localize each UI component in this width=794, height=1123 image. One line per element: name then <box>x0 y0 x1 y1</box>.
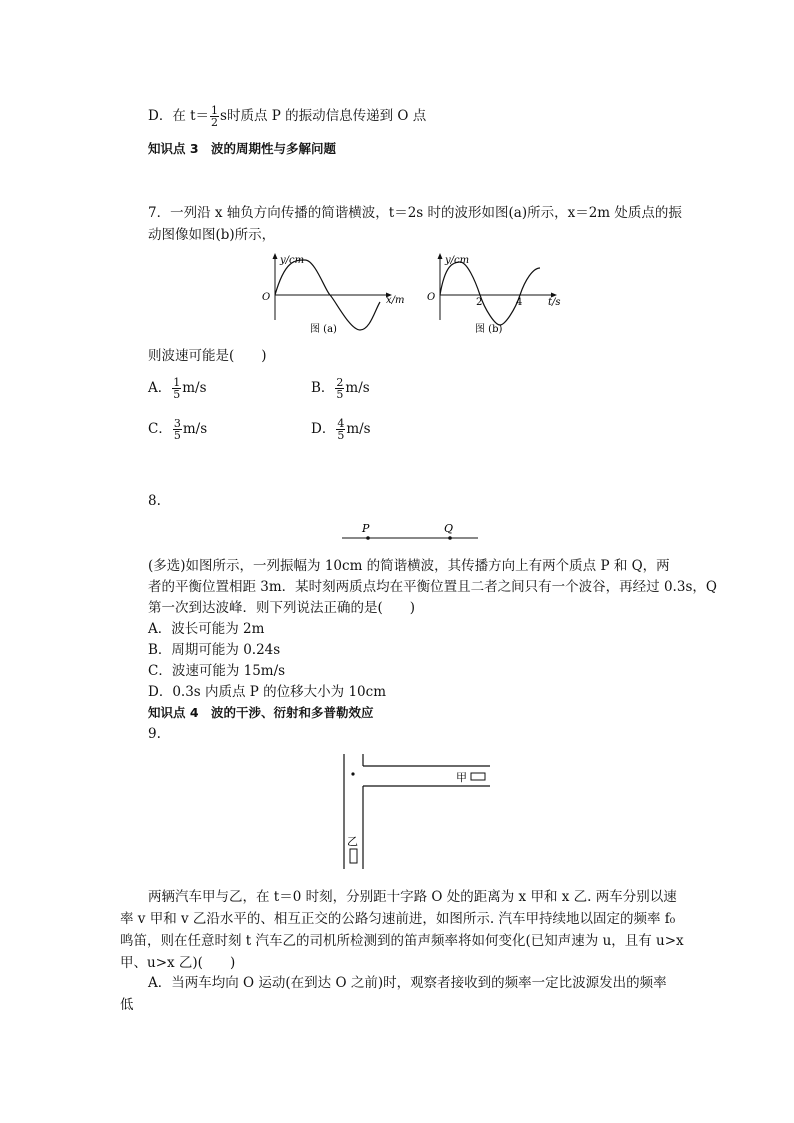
q7-stem-line2: 动图像如图(b)所示， <box>148 227 276 243</box>
svg-text:乙: 乙 <box>347 835 358 848</box>
q8-number: 8. <box>148 493 161 509</box>
svg-text:4: 4 <box>516 297 523 308</box>
svg-text:O: O <box>427 292 436 303</box>
figure-b <box>427 253 561 335</box>
q8-stem-line1: (多选)如图所示，一列振幅为 10cm 的简谐横波，其传播方向上有两个质点 P 和 Q，两 <box>148 558 670 574</box>
svg-text:甲: 甲 <box>456 771 467 784</box>
q8-stem-line2: 者的平衡位置相距 3m．某时刻两质点均在平衡位置且二者之间只有一个波谷，再经过 0.3s，Q <box>148 579 717 595</box>
svg-text:t/s: t/s <box>548 297 561 308</box>
q9-option-a-line1: A．当两车均向 O 运动(在到达 O 之前)时，观察者接收到的频率一定比波源发出的频率 <box>148 975 667 991</box>
svg-text:y/cm: y/cm <box>280 255 305 266</box>
q7-question: 则波速可能是( ) <box>148 348 267 364</box>
q6-option-d: D．在 t＝ $\frac{1}{2}$ s时质点 P 的振动信息传递到 O 点 <box>148 104 427 129</box>
fraction: $\frac{1}{2}$ <box>211 104 219 129</box>
waveform-b <box>440 262 540 325</box>
q9-stem-line2: 率 v 甲和 v 乙沿水平的、相互正交的公路匀速前进，如图所示. 汽车甲持续地以固定的频率 f₀ <box>120 911 676 927</box>
svg-text:P: P <box>362 522 370 535</box>
q7-option-a: A． $\frac{1}{5}$ m/s <box>148 376 207 401</box>
svg-text:x/m: x/m <box>386 295 405 306</box>
car-jia <box>471 773 485 780</box>
q8-option-a: A．波长可能为 2m <box>148 621 265 637</box>
svg-text:Q: Q <box>444 522 454 535</box>
svg-text:2: 2 <box>476 297 483 308</box>
section-4-heading: 知识点 4 波的干涉、衍射和多普勒效应 <box>148 705 374 720</box>
q8-option-b: B．周期可能为 0.24s <box>148 642 281 658</box>
q7-stem-line1: 7．一列沿 x 轴负方向传播的简谐横波，t＝2s 时的波形如图(a)所示，x＝2m 处质点的振 <box>148 205 682 221</box>
figure-a <box>262 253 405 335</box>
q7-option-c: C． $\frac{3}{5}$ m/s <box>148 417 208 442</box>
point-p <box>366 536 370 540</box>
q9-stem-line3: 鸣笛，则在任意时刻 t 汽车乙的司机所检测到的笛声频率将如何变化(已知声速为 u，且有 u>x <box>120 933 684 949</box>
svg-text:O: O <box>262 292 271 303</box>
q7-option-b: B． $\frac{2}{5}$ m/s <box>311 376 370 401</box>
car-yi <box>350 849 357 863</box>
section-3-heading: 知识点 3 波的周期性与多解问题 <box>148 141 337 156</box>
q8-option-c: C．波速可能为 15m/s <box>148 663 286 679</box>
q7-figures <box>258 250 568 340</box>
q9-stem-line4: 甲、u>x 乙)( ) <box>120 955 236 971</box>
q8-option-d: D．0.3s 内质点 P 的位移大小为 10cm <box>148 684 387 700</box>
q9-number: 9. <box>148 726 161 742</box>
q9-option-a-line2: 低 <box>120 997 134 1013</box>
svg-text:图 (a): 图 (a) <box>310 324 337 335</box>
q9-stem-line1: 两辆汽车甲与乙，在 t＝0 时刻，分别距十字路 O 处的距离为 x 甲和 x 乙. 两车分别以速 <box>148 889 677 905</box>
q7-option-d: D． $\frac{4}{5}$ m/s <box>311 417 371 442</box>
svg-text:图 (b): 图 (b) <box>475 324 503 335</box>
svg-text:y/cm: y/cm <box>445 255 470 266</box>
q8-figure <box>340 518 485 542</box>
point-q <box>448 536 452 540</box>
intersection-o <box>351 772 354 775</box>
q9-figure <box>330 752 495 877</box>
q8-stem-line3: 第一次到达波峰．则下列说法正确的是( ) <box>148 600 416 616</box>
